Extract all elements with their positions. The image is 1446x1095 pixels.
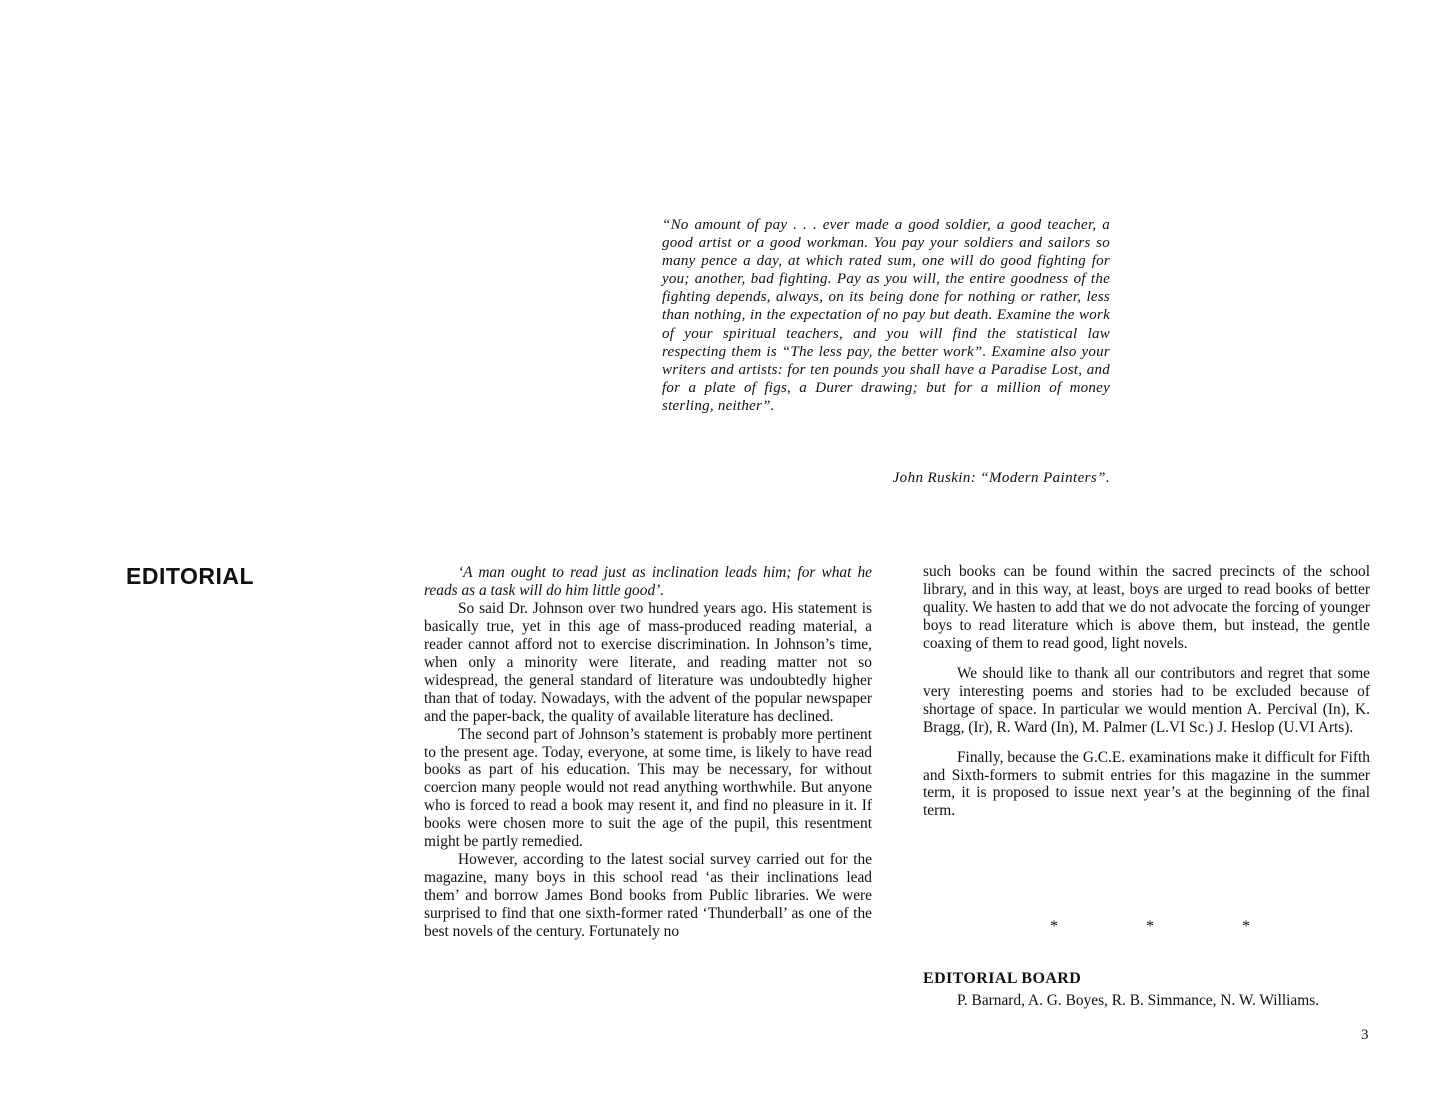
separator-star: *	[1146, 918, 1154, 935]
separator-star: *	[1050, 918, 1058, 935]
editorial-board-members: P. Barnard, A. G. Boyes, R. B. Simmance, N. W. Williams.	[957, 992, 1320, 1009]
separator-star: *	[1242, 918, 1250, 935]
editorial-right-column	[923, 563, 1370, 820]
editorial-board-title: EDITORIAL BOARD	[923, 970, 1082, 987]
editorial-paragraph: such books can be found within the sacred precincts of the school library, and in this way, at least, boys are urged to read books of better quality. We hasten to add that we do not advocate the forcing of younger boys to read literature which is above them, but instead, the gentle coaxing of them to read good, light novels.	[923, 563, 1370, 652]
editorial-paragraph: We should like to thank all our contributors and regret that some very interesting poems and stories had to be excluded because of shortage of space. In particular we would mention A. Percival (In), K. Bragg, (Ir), R. Ward (In), M. Palmer (L.VI Sc.) J. Heslop (U.VI Arts).	[923, 664, 1370, 736]
editorial-paragraph: Finally, because the G.C.E. examinations make it difficult for Fifth and Sixth-formers to submit entries for this magazine in the summer term, it is proposed to issue next year’s at the beginning of the final term.	[923, 748, 1370, 820]
epigraph-quote: “No amount of pay . . . ever made a good soldier, a good teacher, a good artist or a good workman. You pay your soldiers and sailors so many pence a day, at which rated sum, one will do good fighting for you; another, bad fighting. Pay as you will, the entire goodness of the fighting depends, always, on its being done for nothing or rather, less than nothing, in the expectation of no pay but death. Examine the work of your spiritual teachers, and you will find the statistical law respecting them is “The less pay, the better work”. Examine also your writers and artists: for ten pounds you shall have a Paradise Lost, and for a plate of figs, a Durer drawing; but for a million of money sterling, neither”.	[662, 217, 1110, 414]
page-number: 3	[1361, 1027, 1369, 1043]
page-title: EDITORIAL	[126, 563, 255, 589]
section-separator	[1050, 918, 1250, 936]
epigraph-attribution: John Ruskin: “Modern Painters”.	[892, 470, 1110, 486]
editorial-paragraph: However, according to the latest social survey carried out for the magazine, many boys in this school read ‘as their inclinations lead them’ and borrow James Bond books from Public libraries. We were surprised to find that one sixth-former rated ‘Thunderball’ as one of the best novels of the century. Fortunately no	[424, 851, 872, 941]
editorial-left-column	[424, 564, 872, 941]
editorial-paragraph: So said Dr. Johnson over two hundred years ago. His statement is basically true, yet in this age of mass-produced reading material, a reader cannot afford not to exercise discrimination. In Johnson’s time, when only a minority were literate, and reading matter not so widespread, the general standard of literature was undoubtedly higher than that of today. Nowadays, with the advent of the popular newspaper and the paper-back, the quality of available literature has declined.	[424, 599, 872, 725]
johnson-quote: ‘A man ought to read just as inclination leads him; for what he reads as a task will do him little good’.	[424, 564, 872, 599]
editorial-paragraph: The second part of Johnson’s statement is probably more pertinent to the present age. Today, everyone, at some time, is likely to have read books as part of his education. This may be necessary, for without coercion many people would not read anything worthwhile. But anyone who is forced to read a book may resent it, and find no pleasure in it. If books were chosen more to suit the age of the pupil, this resentment might be partly remedied.	[424, 725, 872, 851]
